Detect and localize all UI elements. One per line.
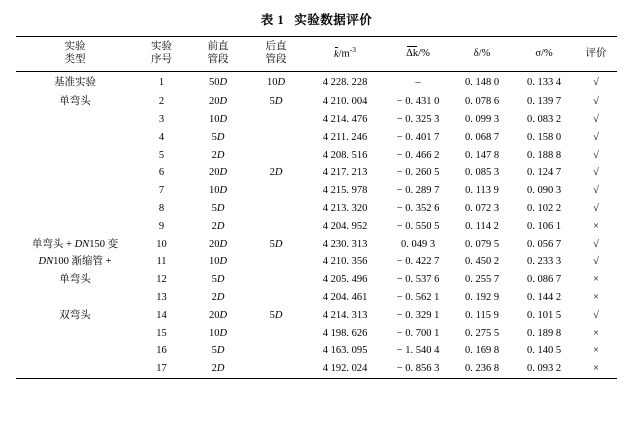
cell-back-pipe [247,360,305,378]
cell-delta-k: − 0. 700 1 [396,327,440,339]
table-caption [16,0,617,36]
table-row [16,343,617,361]
cell-front-pipe: 10D [208,256,228,268]
cell-delta: 0. 450 2 [464,256,500,268]
cell-sigma: 0. 124 7 [526,167,562,179]
cell-type: 单弯头 [59,96,91,108]
cell-front-pipe: 10D [208,327,228,339]
cell-type [16,200,134,218]
cell-delta-k: − 0. 325 3 [396,114,440,126]
cell-number: 1 [158,76,165,88]
cell-number: 14 [156,309,167,321]
cell-delta: 0. 113 9 [465,185,499,197]
cell-evaluation: × [593,345,599,357]
table-row [16,129,617,147]
cell-sigma: 0. 086 7 [526,274,562,286]
cell-type [16,218,134,236]
cell-sigma: 0. 083 2 [526,114,562,126]
cell-delta: 0. 236 8 [451,360,513,378]
table-header-row [16,37,617,72]
cell-type: DN100 渐缩管 + [38,256,112,268]
table-row [16,183,617,201]
cell-k-mean: 4 210. 004 [322,96,368,108]
col-header-delta: δ/% [451,37,513,72]
cell-k-mean: 4 204. 952 [322,220,368,232]
cell-delta-k: 0. 049 3 [400,238,436,250]
cell-sigma: 0. 189 8 [526,327,562,339]
cell-evaluation: √ [593,131,599,143]
cell-delta-k: – [415,76,421,88]
col-header-sigma: σ/% [513,37,575,72]
table-row [16,94,617,112]
col-header-front-pipe: 前直 管段 [189,37,247,72]
cell-k-mean: 4 208. 516 [322,149,368,161]
cell-delta: 0. 255 7 [464,274,500,286]
cell-sigma: 0. 144 2 [526,291,562,303]
cell-number: 12 [156,274,167,286]
cell-front-pipe: 20D [208,96,228,108]
cell-front-pipe: 5D [211,203,225,215]
cell-back-pipe: 5D [269,238,283,250]
cell-number: 5 [158,149,165,161]
cell-back-pipe: 2D [269,167,283,179]
cell-back-pipe [247,343,305,361]
cell-delta-k: − 0. 466 2 [396,149,440,161]
cell-number: 3 [158,114,165,126]
col-header-k-mean: $k/m^{-3}$ [305,37,385,72]
cell-delta-k: − 0. 329 1 [396,309,440,321]
cell-sigma: 0. 133 4 [526,76,562,88]
cell-number: 4 [158,131,165,143]
table-row [16,72,617,94]
cell-type: 单弯头 + DN150 变 [31,238,119,250]
cell-evaluation: √ [593,96,599,108]
col-header-type: 实验 类型 [16,37,134,72]
cell-k-mean: 4 215. 978 [322,185,368,197]
cell-front-pipe: 5D [211,131,225,143]
cell-k-mean: 4 198. 626 [322,327,368,339]
cell-delta-k: − 0. 401 7 [396,131,440,143]
cell-delta: 0. 079 5 [464,238,500,250]
cell-k-mean: 4 217. 213 [322,167,368,179]
cell-sigma: 0. 139 7 [526,96,562,108]
table-row [16,272,617,290]
cell-type: 单弯头 [59,274,91,286]
cell-k-mean: 4 211. 246 [322,131,368,143]
col-header-delta-k: Δk/% [385,37,451,72]
cell-back-pipe [247,147,305,165]
cell-number: 10 [156,238,167,250]
cell-front-pipe: 10D [208,114,228,126]
cell-evaluation: √ [593,203,599,215]
cell-delta: 0. 099 3 [464,114,500,126]
cell-back-pipe [247,200,305,218]
table-row [16,165,617,183]
cell-evaluation: × [593,274,599,286]
cell-type [16,165,134,183]
cell-front-pipe: 2D [211,149,225,161]
cell-back-pipe [247,272,305,290]
cell-back-pipe [247,129,305,147]
cell-evaluation: × [593,291,599,303]
cell-delta-k: − 1. 540 4 [396,345,440,357]
cell-number: 8 [158,203,165,215]
cell-delta-k: − 0. 422 7 [396,256,440,268]
cell-sigma: 0. 090 3 [526,185,562,197]
cell-type: 基准实验 [54,76,96,88]
cell-evaluation: √ [593,167,599,179]
cell-delta-k: − 0. 856 3 [385,360,451,378]
cell-delta-k: − 0. 289 7 [396,185,440,197]
cell-back-pipe [247,218,305,236]
cell-evaluation: √ [593,256,599,268]
cell-sigma: 0. 188 8 [526,149,562,161]
cell-k-mean: 4 213. 320 [322,203,368,215]
cell-front-pipe: 2D [211,220,225,232]
cell-delta: 0. 072 3 [464,203,500,215]
cell-type [16,360,134,378]
col-header-evaluation: 评价 [575,37,617,72]
cell-number: 2 [158,96,165,108]
cell-front-pipe: 20D [208,309,228,321]
cell-back-pipe: 5D [269,96,283,108]
table-row [16,307,617,325]
cell-evaluation: √ [593,149,599,161]
table-row [16,112,617,130]
cell-number: 17 [134,360,189,378]
cell-front-pipe: 2D [211,291,225,303]
cell-sigma: 0. 101 5 [526,309,562,321]
cell-delta-k: − 0. 562 1 [396,291,440,303]
col-header-number: 实验 序号 [134,37,189,72]
cell-back-pipe [247,183,305,201]
cell-back-pipe [247,112,305,130]
cell-front-pipe: 20D [208,167,228,179]
cell-k-mean: 4 210. 356 [322,256,368,268]
table-row [16,325,617,343]
cell-delta: 0. 115 9 [465,309,499,321]
cell-type [16,183,134,201]
cell-type [16,325,134,343]
cell-type [16,147,134,165]
cell-front-pipe: 2D [189,360,247,378]
cell-back-pipe [247,325,305,343]
cell-evaluation: × [593,327,599,339]
cell-delta: 0. 114 2 [465,220,499,232]
table-row [16,360,617,378]
cell-evaluation: × [575,360,617,378]
cell-number: 13 [156,291,167,303]
cell-front-pipe: 20D [208,238,228,250]
cell-type: 双弯头 [59,309,91,321]
table-row [16,147,617,165]
cell-delta: 0. 068 7 [464,131,500,143]
cell-delta: 0. 147 8 [464,149,500,161]
cell-evaluation: √ [593,114,599,126]
cell-delta-k: − 0. 431 0 [396,96,440,108]
cell-sigma: 0. 106 1 [526,220,562,232]
cell-sigma: 0. 158 0 [526,131,562,143]
cell-number: 16 [156,345,167,357]
cell-front-pipe: 10D [208,185,228,197]
cell-number: 15 [156,327,167,339]
cell-delta: 0. 085 3 [464,167,500,179]
table-row [16,200,617,218]
cell-delta: 0. 169 8 [464,345,500,357]
table-row [16,236,617,254]
cell-evaluation: √ [593,185,599,197]
cell-sigma: 0. 093 2 [513,360,575,378]
experiment-data-table [16,36,617,379]
cell-delta-k: − 0. 260 5 [396,167,440,179]
cell-evaluation: √ [593,238,599,250]
cell-k-mean: 4 230. 313 [322,238,368,250]
table-row [16,289,617,307]
cell-delta-k: − 0. 537 6 [396,274,440,286]
cell-delta-k: − 0. 352 6 [396,203,440,215]
cell-back-pipe: 10D [266,76,286,88]
cell-delta: 0. 078 6 [464,96,500,108]
cell-sigma: 0. 233 3 [526,256,562,268]
cell-type [16,289,134,307]
cell-delta: 0. 275 5 [464,327,500,339]
table-caption-text: 实验数据评价 [294,13,373,27]
cell-type [16,129,134,147]
cell-k-mean: 4 214. 476 [322,114,368,126]
table-row [16,254,617,272]
cell-k-mean: 4 192. 024 [305,360,385,378]
cell-front-pipe: 5D [211,345,225,357]
cell-sigma: 0. 140 5 [526,345,562,357]
cell-back-pipe [247,254,305,272]
cell-k-mean: 4 214. 313 [322,309,368,321]
table-body [16,72,617,379]
cell-back-pipe: 5D [269,309,283,321]
table-caption-number: 表 1 [260,13,285,27]
cell-sigma: 0. 056 7 [526,238,562,250]
cell-evaluation: √ [593,76,599,88]
cell-front-pipe: 50D [208,76,228,88]
cell-evaluation: √ [593,309,599,321]
cell-k-mean: 4 228. 228 [322,76,368,88]
cell-number: 7 [158,185,165,197]
cell-delta-k: − 0. 550 5 [396,220,440,232]
cell-k-mean: 4 205. 496 [322,274,368,286]
cell-evaluation: × [593,220,599,232]
cell-number: 6 [158,167,165,179]
cell-sigma: 0. 102 2 [526,203,562,215]
cell-number: 9 [158,220,165,232]
cell-delta: 0. 148 0 [464,76,500,88]
cell-type [16,112,134,130]
cell-number: 11 [156,256,167,268]
cell-front-pipe: 5D [211,274,225,286]
cell-type [16,343,134,361]
cell-delta: 0. 192 9 [464,291,500,303]
cell-k-mean: 4 163. 095 [322,345,368,357]
cell-k-mean: 4 204. 461 [322,291,368,303]
col-header-back-pipe: 后直 管段 [247,37,305,72]
table-row [16,218,617,236]
cell-back-pipe [247,289,305,307]
